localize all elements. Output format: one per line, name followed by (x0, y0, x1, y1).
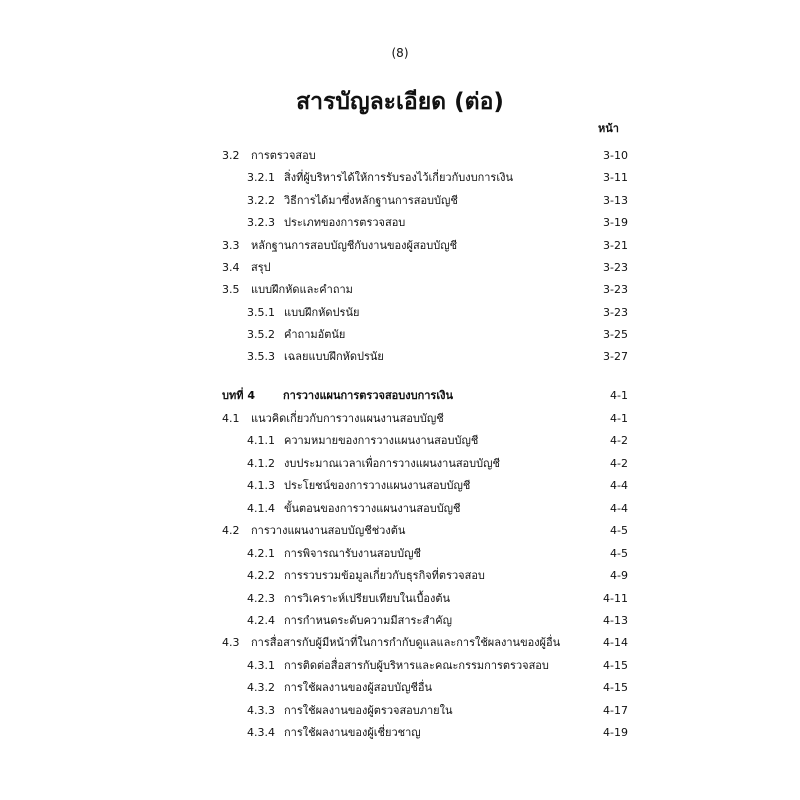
toc-entry-number: 4.3.2 (247, 681, 275, 694)
toc-entry-title: การพิจารณารับงานสอบบัญชี (284, 547, 421, 560)
toc-entry-page: 4-15 (603, 681, 628, 694)
toc-entry-page: 3-10 (603, 149, 628, 162)
toc-entry (0, 168, 800, 188)
toc-entry-title: ประโยชน์ของการวางแผนงานสอบบัญชี (284, 479, 471, 492)
toc-entry-title: การวิเคราะห์เปรียบเทียบในเบื้องต้น (284, 592, 451, 605)
toc-entry-number: 3.3 (222, 239, 240, 252)
toc-entry (0, 347, 800, 367)
toc-entry-number: 3.5.2 (247, 328, 275, 341)
toc-entry-number: 3.4 (222, 261, 240, 274)
toc-entry-number: 3.2.3 (247, 216, 275, 229)
toc-entry (0, 566, 800, 586)
toc-entry-page: 4-15 (603, 659, 628, 672)
toc-entry-page: 3-19 (603, 216, 628, 229)
toc-entry (0, 589, 800, 609)
toc-entry-title: การติดต่อสื่อสารกับผู้บริหารและคณะกรรมการตรวจสอบ (284, 659, 549, 672)
toc-entry-title: เฉลยแบบฝึกหัดปรนัย (284, 350, 384, 363)
toc-entry-number: บทที่ 4 (222, 389, 255, 402)
toc-entry-page: 4-9 (610, 569, 628, 582)
toc-entry-number: 4.1.2 (247, 457, 275, 470)
toc-entry (0, 723, 800, 743)
toc-entry (0, 280, 800, 300)
toc-entry-number: 4.1 (222, 412, 240, 425)
toc-entry-page: 3-21 (603, 239, 628, 252)
toc-entry (0, 325, 800, 345)
toc-entry-title: การรวบรวมข้อมูลเกี่ยวกับธุรกิจที่ตรวจสอบ (284, 569, 485, 582)
toc-entry-number: 4.3.3 (247, 704, 275, 717)
toc-entry-page: 4-5 (610, 547, 628, 560)
toc-entry-title: การวางแผนการตรวจสอบงบการเงิน (283, 389, 453, 402)
toc-entry-title: ประเภทของการตรวจสอบ (284, 216, 406, 229)
toc-entry-page: 3-23 (603, 306, 628, 319)
toc-entry-number: 4.1.3 (247, 479, 275, 492)
toc-entry-title: การกำหนดระดับความมีสาระสำคัญ (284, 614, 452, 627)
toc-entry-title: การวางแผนงานสอบบัญชีช่วงต้น (251, 524, 406, 537)
toc-entry (0, 258, 800, 278)
toc-entry-title: แบบฝึกหัดและคำถาม (251, 283, 353, 296)
toc-entry-page: 4-4 (610, 479, 628, 492)
toc-entry-title: สิ่งที่ผู้บริหารได้ให้การรับรองไว้เกี่ยวกับงบการเงิน (284, 171, 513, 184)
toc-entry (0, 431, 800, 451)
toc-entry-page: 3-13 (603, 194, 628, 207)
toc-entry-page: 4-17 (603, 704, 628, 717)
toc-entry-title: การใช้ผลงานของผู้สอบบัญชีอื่น (284, 681, 433, 694)
toc-entry (0, 476, 800, 496)
toc-entry-page: 4-1 (610, 389, 628, 402)
toc-entry-page: 4-5 (610, 524, 628, 537)
toc-entry (0, 521, 800, 541)
toc-entry (0, 499, 800, 519)
toc-entry-number: 4.3 (222, 636, 240, 649)
page-number: (8) (391, 46, 409, 60)
toc-entry-number: 3.2 (222, 149, 240, 162)
toc-entry (0, 544, 800, 564)
toc-entry (0, 191, 800, 211)
toc-entry-title: คำถามอัตนัย (284, 328, 346, 341)
toc-entry-page: 4-19 (603, 726, 628, 739)
toc-entry-title: แนวคิดเกี่ยวกับการวางแผนงานสอบบัญชี (251, 412, 444, 425)
toc-entry-page: 4-13 (603, 614, 628, 627)
toc-entry (0, 633, 800, 653)
toc-entry (0, 213, 800, 233)
toc-entry-title: การสื่อสารกับผู้มีหน้าที่ในการกำกับดูแลและการใช้ผลงานของผู้อื่น (251, 636, 561, 649)
toc-entry-title: หลักฐานการสอบบัญชีกับงานของผู้สอบบัญชี (251, 239, 458, 252)
toc-entry-page: 3-11 (603, 171, 628, 184)
toc-entry-number: 4.2.4 (247, 614, 275, 627)
toc-entry (0, 656, 800, 676)
toc-entry-page: 4-2 (610, 434, 628, 447)
toc-entry-number: 3.5.3 (247, 350, 275, 363)
toc-entry (0, 454, 800, 474)
toc-entry-title: สรุป (251, 261, 271, 274)
toc-entry-title: แบบฝึกหัดปรนัย (284, 306, 360, 319)
toc-entry-title: ขั้นตอนของการวางแผนงานสอบบัญชี (284, 502, 461, 515)
toc-entry (0, 678, 800, 698)
toc-entry (0, 409, 800, 429)
toc-entry-number: 4.1.1 (247, 434, 275, 447)
toc-entry-title: การตรวจสอบ (251, 149, 316, 162)
toc-entry-number: 4.2 (222, 524, 240, 537)
toc-entry (0, 303, 800, 323)
toc-entry (0, 146, 800, 166)
toc-entry-page: 4-11 (603, 592, 628, 605)
toc-entry-title: วิธีการได้มาซึ่งหลักฐานการสอบบัญชี (284, 194, 458, 207)
page-column-label: หน้า (598, 122, 619, 135)
toc-entry (0, 611, 800, 631)
toc-entry-page: 4-4 (610, 502, 628, 515)
toc-entry-page: 3-27 (603, 350, 628, 363)
toc-entry (0, 701, 800, 721)
toc-entry-number: 4.2.2 (247, 569, 275, 582)
page-title: สารบัญละเอียด (ต่อ) (296, 89, 504, 115)
toc-chapter-heading (0, 386, 800, 406)
toc-entry-number: 4.2.3 (247, 592, 275, 605)
toc-entry-page: 4-2 (610, 457, 628, 470)
toc-entry-title: การใช้ผลงานของผู้ตรวจสอบภายใน (284, 704, 453, 717)
toc-entry-number: 4.3.4 (247, 726, 275, 739)
toc-entry (0, 236, 800, 256)
toc-entry-title: งบประมาณเวลาเพื่อการวางแผนงานสอบบัญชี (284, 457, 500, 470)
toc-entry-number: 3.2.1 (247, 171, 275, 184)
toc-entry-number: 3.5 (222, 283, 240, 296)
toc-entry-number: 4.1.4 (247, 502, 275, 515)
toc-entry-title: การใช้ผลงานของผู้เชี่ยวชาญ (284, 726, 421, 739)
toc-entry-page: 4-1 (610, 412, 628, 425)
toc-entry-number: 4.3.1 (247, 659, 275, 672)
toc-entry-number: 4.2.1 (247, 547, 275, 560)
toc-entry-page: 3-25 (603, 328, 628, 341)
toc-entry-number: 3.5.1 (247, 306, 275, 319)
toc-entry-number: 3.2.2 (247, 194, 275, 207)
toc-entry-page: 3-23 (603, 261, 628, 274)
toc-entry-page: 3-23 (603, 283, 628, 296)
toc-entry-title: ความหมายของการวางแผนงานสอบบัญชี (284, 434, 479, 447)
toc-entry-page: 4-14 (603, 636, 628, 649)
